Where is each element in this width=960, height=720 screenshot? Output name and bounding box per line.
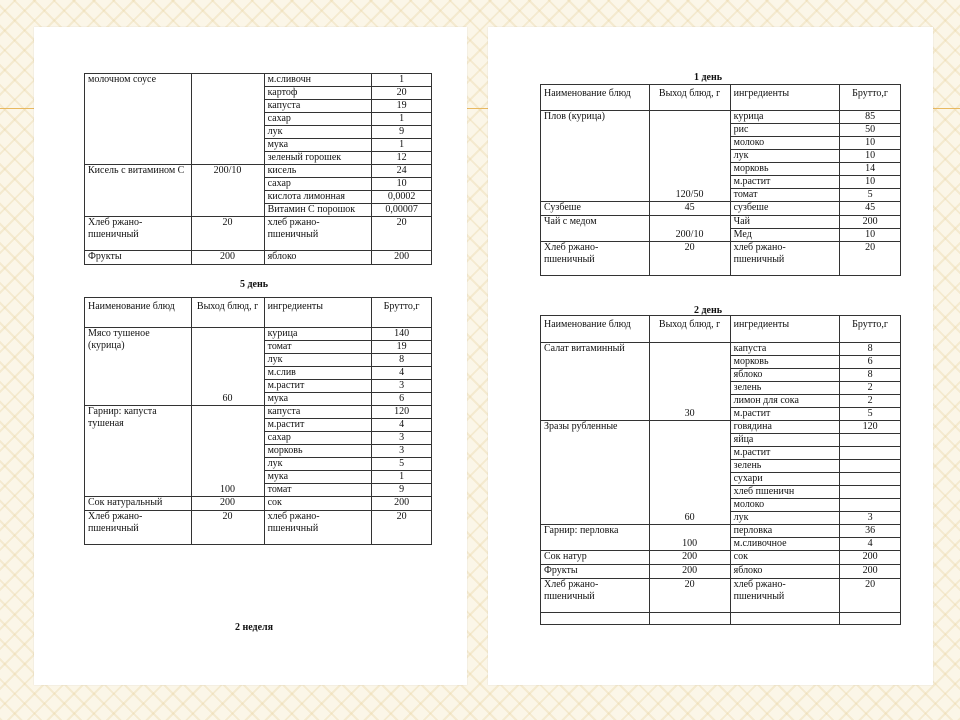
ingredient-gross: 0,00007 bbox=[372, 204, 432, 217]
ingredient-name: яйца bbox=[730, 434, 840, 447]
empty-cell bbox=[649, 613, 730, 625]
ingredient-name: мука bbox=[264, 471, 372, 484]
day-2-table bbox=[540, 315, 901, 625]
ingredient-gross: 9 bbox=[372, 126, 432, 139]
right-page bbox=[488, 27, 933, 685]
dish-name: Гарнир: перловка bbox=[541, 525, 650, 551]
ingredient-name: хлеб ржано-пшеничный bbox=[730, 242, 840, 276]
table-row bbox=[541, 421, 901, 434]
table-header-row bbox=[541, 85, 901, 111]
ingredient-gross: 1 bbox=[372, 74, 432, 87]
ingredient-gross: 8 bbox=[840, 369, 901, 382]
ingredient-name: курица bbox=[730, 111, 840, 124]
ingredient-gross: 10 bbox=[372, 178, 432, 191]
dish-name: Хлеб ржано-пшеничный bbox=[85, 217, 192, 251]
empty-cell bbox=[541, 613, 650, 625]
ingredient-name: яблоко bbox=[730, 369, 840, 382]
ingredient-gross: 10 bbox=[840, 137, 901, 150]
dish-name: Сок натуральный bbox=[85, 497, 192, 511]
dish-yield: 200/10 bbox=[191, 165, 264, 217]
ingredient-gross: 20 bbox=[372, 511, 432, 545]
ingredient-name: м.растит bbox=[730, 447, 840, 460]
table-row-empty bbox=[541, 613, 901, 625]
dish-yield: 20 bbox=[649, 579, 730, 613]
ingredient-gross: 8 bbox=[840, 343, 901, 356]
dish-yield: 200 bbox=[649, 551, 730, 565]
ingredient-gross: 1 bbox=[372, 471, 432, 484]
dish-yield: 200 bbox=[191, 251, 264, 265]
ingredient-gross: 120 bbox=[372, 406, 432, 419]
dish-name: Хлеб ржано-пшеничный bbox=[85, 511, 192, 545]
header-out: Выход блюд, г bbox=[649, 85, 730, 111]
ingredient-gross: 6 bbox=[840, 356, 901, 369]
ingredient-gross: 10 bbox=[840, 176, 901, 189]
ingredient-name: м.растит bbox=[730, 176, 840, 189]
dish-name: Фрукты bbox=[85, 251, 192, 265]
header-ing: ингредиенты bbox=[730, 316, 840, 343]
ingredient-gross: 85 bbox=[840, 111, 901, 124]
dish-yield: 120/50 bbox=[649, 111, 730, 202]
dish-yield bbox=[191, 74, 264, 165]
ingredient-gross: 9 bbox=[372, 484, 432, 497]
ingredient-gross: 2 bbox=[840, 395, 901, 408]
header-gross: Брутто,г bbox=[372, 298, 432, 328]
ingredient-name: м.растит bbox=[730, 408, 840, 421]
header-gross: Брутто,г bbox=[840, 85, 901, 111]
ingredient-name: капуста bbox=[264, 100, 372, 113]
ingredient-name: Чай bbox=[730, 216, 840, 229]
decorative-line bbox=[0, 108, 34, 109]
dish-yield: 30 bbox=[649, 343, 730, 421]
ingredient-name: сузбеше bbox=[730, 202, 840, 216]
ingredient-gross: 36 bbox=[840, 525, 901, 538]
dish-name: Гарнир: капуста тушеная bbox=[85, 406, 192, 497]
table-row bbox=[541, 565, 901, 579]
header-ing: ингредиенты bbox=[264, 298, 372, 328]
ingredient-gross: 3 bbox=[372, 380, 432, 393]
table-row bbox=[85, 328, 432, 341]
dish-yield: 200/10 bbox=[649, 216, 730, 242]
table-row bbox=[85, 74, 432, 87]
empty-cell bbox=[840, 613, 901, 625]
ingredient-gross: 20 bbox=[840, 242, 901, 276]
ingredient-name: рис bbox=[730, 124, 840, 137]
ingredient-gross: 20 bbox=[372, 217, 432, 251]
dish-name: Фрукты bbox=[541, 565, 650, 579]
dish-yield: 100 bbox=[191, 406, 264, 497]
ingredient-name: м.сливочн bbox=[264, 74, 372, 87]
table-row bbox=[541, 202, 901, 216]
ingredient-name: яблоко bbox=[730, 565, 840, 579]
day-5-table bbox=[84, 297, 432, 545]
ingredient-gross: 50 bbox=[840, 124, 901, 137]
header-dish: Наименование блюд bbox=[541, 316, 650, 343]
ingredient-gross: 120 bbox=[840, 421, 901, 434]
dish-name: Плов (курица) bbox=[541, 111, 650, 202]
day-1-title: 1 день bbox=[693, 72, 723, 83]
ingredient-gross: 4 bbox=[372, 367, 432, 380]
ingredient-gross: 200 bbox=[372, 497, 432, 511]
menu-table bbox=[84, 73, 432, 265]
ingredient-name: Витамин С порошок bbox=[264, 204, 372, 217]
ingredient-gross bbox=[840, 434, 901, 447]
decorative-line bbox=[467, 108, 488, 109]
ingredient-name: кисель bbox=[264, 165, 372, 178]
ingredient-gross: 24 bbox=[372, 165, 432, 178]
ingredient-name: м.слив bbox=[264, 367, 372, 380]
dish-yield: 20 bbox=[191, 511, 264, 545]
ingredient-name: м.растит bbox=[264, 380, 372, 393]
week-title: 2 неделя bbox=[234, 622, 274, 633]
table-row bbox=[541, 111, 901, 124]
ingredient-gross: 2 bbox=[840, 382, 901, 395]
header-ing: ингредиенты bbox=[730, 85, 840, 111]
table-row bbox=[85, 251, 432, 265]
table-header-row bbox=[85, 298, 432, 328]
ingredient-gross: 200 bbox=[372, 251, 432, 265]
ingredient-gross: 8 bbox=[372, 354, 432, 367]
ingredient-name: хлеб ржано-пшеничный bbox=[264, 511, 372, 545]
ingredient-gross bbox=[840, 447, 901, 460]
dish-name: молочном соусе bbox=[85, 74, 192, 165]
dish-name: Сок натур bbox=[541, 551, 650, 565]
ingredient-gross: 200 bbox=[840, 565, 901, 579]
ingredient-gross: 19 bbox=[372, 100, 432, 113]
decorative-line bbox=[933, 108, 960, 109]
ingredient-name: лук bbox=[730, 150, 840, 163]
ingredient-name: сахар bbox=[264, 113, 372, 126]
day-2-title: 2 день bbox=[693, 305, 723, 316]
dish-name: Кисель с витамином С bbox=[85, 165, 192, 217]
table-row bbox=[541, 551, 901, 565]
ingredient-name: м.растит bbox=[264, 419, 372, 432]
ingredient-name: лук bbox=[264, 458, 372, 471]
ingredient-gross: 10 bbox=[840, 229, 901, 242]
ingredient-gross: 14 bbox=[840, 163, 901, 176]
ingredient-name: мука bbox=[264, 393, 372, 406]
ingredient-name: зеленый горошек bbox=[264, 152, 372, 165]
ingredient-name: молоко bbox=[730, 499, 840, 512]
table-row bbox=[85, 511, 432, 545]
ingredient-name: зелень bbox=[730, 382, 840, 395]
dish-name: Зразы рубленные bbox=[541, 421, 650, 525]
dish-yield: 60 bbox=[649, 421, 730, 525]
ingredient-name: хлеб пшеничн bbox=[730, 486, 840, 499]
ingredient-name: молоко bbox=[730, 137, 840, 150]
ingredient-gross: 200 bbox=[840, 216, 901, 229]
dish-yield: 20 bbox=[649, 242, 730, 276]
dish-yield: 200 bbox=[649, 565, 730, 579]
ingredient-name: сок bbox=[730, 551, 840, 565]
ingredient-name: капуста bbox=[730, 343, 840, 356]
header-out: Выход блюд, г bbox=[649, 316, 730, 343]
ingredient-gross: 1 bbox=[372, 139, 432, 152]
ingredient-gross: 5 bbox=[372, 458, 432, 471]
dish-name: Салат витаминный bbox=[541, 343, 650, 421]
ingredient-gross: 6 bbox=[372, 393, 432, 406]
ingredient-gross: 20 bbox=[372, 87, 432, 100]
ingredient-gross: 200 bbox=[840, 551, 901, 565]
ingredient-name: зелень bbox=[730, 460, 840, 473]
ingredient-gross bbox=[840, 473, 901, 486]
ingredient-gross bbox=[840, 460, 901, 473]
table-row bbox=[85, 497, 432, 511]
ingredient-gross: 5 bbox=[840, 189, 901, 202]
ingredient-gross: 0,0002 bbox=[372, 191, 432, 204]
ingredient-gross: 12 bbox=[372, 152, 432, 165]
ingredient-name: морковь bbox=[264, 445, 372, 458]
ingredient-name: томат bbox=[264, 484, 372, 497]
ingredient-name: кислота лимонная bbox=[264, 191, 372, 204]
table-row bbox=[85, 165, 432, 178]
empty-cell bbox=[730, 613, 840, 625]
day-5-title: 5 день bbox=[239, 279, 269, 290]
ingredient-name: яблоко bbox=[264, 251, 372, 265]
ingredient-name: говядина bbox=[730, 421, 840, 434]
ingredient-name: сахар bbox=[264, 432, 372, 445]
dish-yield: 100 bbox=[649, 525, 730, 551]
ingredient-name: лук bbox=[264, 126, 372, 139]
ingredient-name: лимон для сока bbox=[730, 395, 840, 408]
ingredient-gross bbox=[840, 486, 901, 499]
ingredient-name: Мед bbox=[730, 229, 840, 242]
header-dish: Наименование блюд bbox=[85, 298, 192, 328]
ingredient-name: лук bbox=[264, 354, 372, 367]
table-row bbox=[85, 217, 432, 251]
ingredient-name: морковь bbox=[730, 163, 840, 176]
ingredient-gross bbox=[840, 499, 901, 512]
day-1-table bbox=[540, 84, 901, 276]
table-row bbox=[541, 579, 901, 613]
header-gross: Брутто,г bbox=[840, 316, 901, 343]
table-row bbox=[85, 406, 432, 419]
dish-name: Хлеб ржано-пшеничный bbox=[541, 242, 650, 276]
ingredient-gross: 4 bbox=[372, 419, 432, 432]
ingredient-name: курица bbox=[264, 328, 372, 341]
ingredient-gross: 3 bbox=[840, 512, 901, 525]
ingredient-name: капуста bbox=[264, 406, 372, 419]
table-row bbox=[541, 216, 901, 229]
dish-yield: 60 bbox=[191, 328, 264, 406]
ingredient-gross: 3 bbox=[372, 445, 432, 458]
dish-yield: 45 bbox=[649, 202, 730, 216]
ingredient-name: лук bbox=[730, 512, 840, 525]
dish-yield: 200 bbox=[191, 497, 264, 511]
ingredient-name: мука bbox=[264, 139, 372, 152]
dish-name: Мясо тушеное (курица) bbox=[85, 328, 192, 406]
ingredient-name: томат bbox=[264, 341, 372, 354]
left-page bbox=[34, 27, 467, 685]
ingredient-name: перловка bbox=[730, 525, 840, 538]
ingredient-gross: 19 bbox=[372, 341, 432, 354]
ingredient-name: морковь bbox=[730, 356, 840, 369]
table-row bbox=[541, 525, 901, 538]
ingredient-gross: 5 bbox=[840, 408, 901, 421]
ingredient-gross: 10 bbox=[840, 150, 901, 163]
dish-yield: 20 bbox=[191, 217, 264, 251]
table-row bbox=[541, 242, 901, 276]
ingredient-name: м.сливочное bbox=[730, 538, 840, 551]
header-dish: Наименование блюд bbox=[541, 85, 650, 111]
ingredient-gross: 20 bbox=[840, 579, 901, 613]
ingredient-name: хлеб ржано-пшеничный bbox=[264, 217, 372, 251]
ingredient-gross: 3 bbox=[372, 432, 432, 445]
dish-name: Чай с медом bbox=[541, 216, 650, 242]
ingredient-name: картоф bbox=[264, 87, 372, 100]
dish-name: Сузбеше bbox=[541, 202, 650, 216]
ingredient-gross: 1 bbox=[372, 113, 432, 126]
ingredient-gross: 140 bbox=[372, 328, 432, 341]
header-out: Выход блюд, г bbox=[191, 298, 264, 328]
ingredient-name: сахар bbox=[264, 178, 372, 191]
table-row bbox=[541, 343, 901, 356]
ingredient-name: томат bbox=[730, 189, 840, 202]
ingredient-gross: 4 bbox=[840, 538, 901, 551]
ingredient-name: хлеб ржано-пшеничный bbox=[730, 579, 840, 613]
table-header-row bbox=[541, 316, 901, 343]
dish-name: Хлеб ржано-пшеничный bbox=[541, 579, 650, 613]
ingredient-name: сок bbox=[264, 497, 372, 511]
ingredient-gross: 45 bbox=[840, 202, 901, 216]
ingredient-name: сухари bbox=[730, 473, 840, 486]
